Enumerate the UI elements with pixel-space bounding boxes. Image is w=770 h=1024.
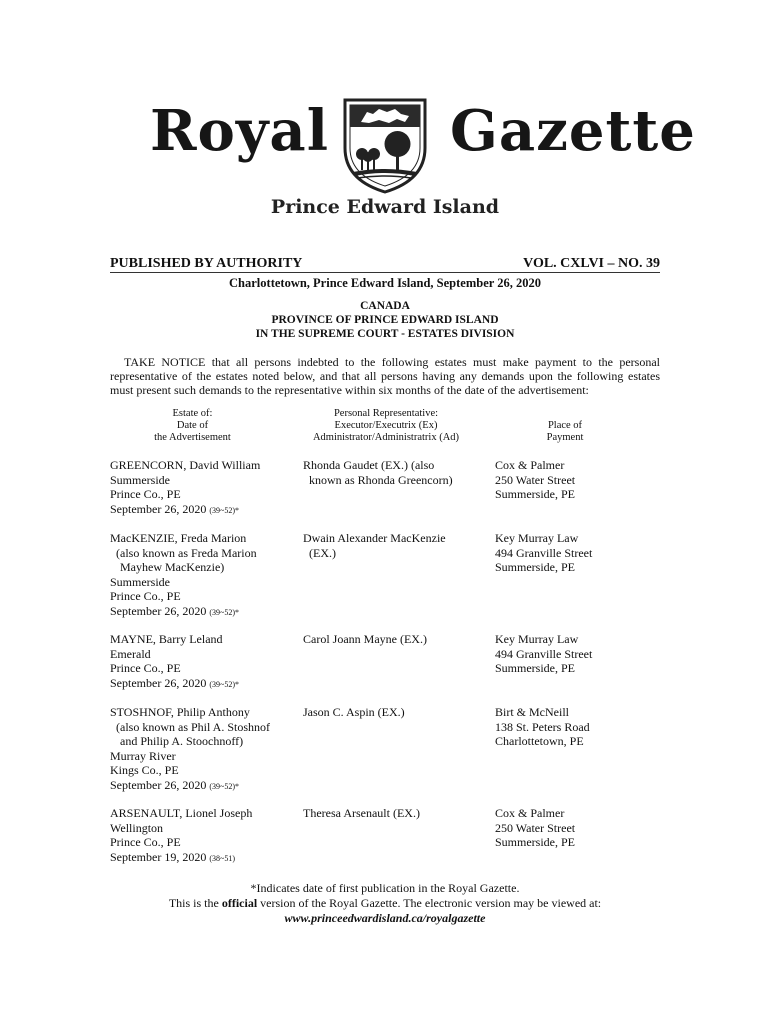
payment-line: Summerside, PE: [495, 560, 575, 574]
column-header-line: Administrator/Administratrix (Ad): [312, 432, 460, 443]
representative-line: Dwain Alexander MacKenzie: [303, 531, 446, 545]
issue-reference: (39~52)*: [209, 781, 239, 791]
place-of-payment: [495, 531, 660, 575]
publication-bar: [110, 256, 660, 273]
estate-line: Mayhew MacKenzie): [120, 560, 225, 574]
advertisement-date: September 19, 2020: [110, 849, 207, 864]
place-of-payment: [495, 632, 660, 676]
estate-name: GREENCORN, David William: [110, 458, 261, 472]
payment-line: 250 Water Street: [495, 472, 576, 487]
estate-line: and Philip A. Stoochnoff): [120, 734, 244, 748]
column-header-line: Personal Representative:: [333, 408, 439, 419]
payment-line: Summerside, PE: [495, 661, 575, 675]
place-of-payment: [495, 705, 660, 749]
payment-line: Summerside, PE: [495, 487, 575, 501]
footer: [110, 881, 660, 926]
estate-details: [110, 632, 295, 692]
estate-name: MacKENZIE, Freda Marion: [110, 531, 247, 545]
estate-details: [110, 806, 295, 866]
court-heading: [110, 299, 660, 341]
representative-line: Carol Joann Mayne (EX.): [303, 632, 427, 646]
payment-line: 494 Granville Street: [495, 545, 593, 560]
column-header-line: Place of: [547, 420, 583, 431]
payment-line: Key Murray Law: [495, 531, 579, 545]
representative-line: Jason C. Aspin (EX.): [303, 705, 405, 719]
column-header-line: Payment: [546, 432, 584, 443]
estate-line: Prince Co., PE: [110, 835, 181, 849]
column-header-line: Date of: [176, 420, 209, 431]
payment-line: 250 Water Street: [495, 820, 576, 835]
estate-line: Summerside: [110, 472, 170, 487]
place-of-payment: [495, 458, 660, 502]
representative-line: known as Rhonda Greencorn): [309, 472, 453, 487]
masthead: [0, 96, 770, 196]
masthead-subtitle: Prince Edward Island: [270, 196, 500, 218]
issue-reference: (39~52)*: [209, 607, 239, 617]
estate-line: Wellington: [110, 820, 164, 835]
column-header-representative: [296, 408, 476, 444]
issue-reference: (38~51): [209, 853, 235, 863]
estate-name: MAYNE, Barry Leland: [110, 632, 223, 646]
masthead-royal: Royal: [150, 98, 329, 164]
court-country: CANADA: [360, 300, 410, 312]
pei-coat-of-arms-icon: [339, 96, 431, 194]
estate-line: Prince Co., PE: [110, 487, 181, 501]
column-header-payment: [490, 420, 640, 444]
estate-line: (also known as Freda Marion: [116, 545, 257, 560]
gazette-url-link[interactable]: www.princeedwardisland.ca/royalgazette: [284, 911, 486, 925]
payment-line: 494 Granville Street: [495, 646, 593, 661]
advertisement-date: September 26, 2020: [110, 777, 207, 792]
estate-line: (also known as Phil A. Stoshnof: [116, 719, 271, 734]
official-note-text: This is the: [168, 896, 222, 910]
column-header-line: Executor/Executrix (Ex): [334, 420, 438, 431]
estate-details: [110, 458, 295, 518]
estate-line: Emerald: [110, 646, 151, 661]
personal-representative: [303, 705, 493, 720]
payment-line: 138 St. Peters Road: [495, 719, 590, 734]
estate-line: Kings Co., PE: [110, 763, 179, 777]
place-of-payment: [495, 806, 660, 850]
representative-line: Rhonda Gaudet (EX.) (also: [303, 458, 435, 472]
estate-details: [110, 531, 295, 620]
estate-line: Summerside: [110, 574, 170, 589]
official-note-text: version of the Royal Gazette. The electronic version may be viewed at:: [257, 896, 602, 910]
column-header-line: the Advertisement: [154, 432, 231, 443]
payment-line: Birt & McNeill: [495, 705, 569, 719]
personal-representative: [303, 806, 493, 821]
masthead-gazette: Gazette: [450, 98, 696, 164]
payment-line: Summerside, PE: [495, 835, 575, 849]
estate-details: [110, 705, 295, 794]
asterisk-note: *Indicates date of first publication in the Royal Gazette.: [250, 881, 520, 895]
column-header-estate: [110, 408, 275, 444]
notice-paragraph: TAKE NOTICE that all persons indebted to the following estates must make payment to the personal representative of the estates noted below, and that all persons having any demands upon the following estates must present such demands to the representative within six months of the date of the advertisement:: [110, 355, 660, 397]
volume-number: VOL. CXLVI – NO. 39: [523, 256, 660, 271]
estate-line: Prince Co., PE: [110, 589, 181, 603]
official-emphasis: official: [221, 896, 258, 910]
advertisement-date: September 26, 2020: [110, 675, 207, 690]
court-province: PROVINCE OF PRINCE EDWARD ISLAND: [271, 314, 499, 326]
payment-line: Key Murray Law: [495, 632, 579, 646]
issue-reference: (39~52)*: [209, 679, 239, 689]
estate-name: STOSHNOF, Philip Anthony: [110, 705, 250, 719]
published-by-authority: PUBLISHED BY AUTHORITY: [110, 256, 303, 271]
personal-representative: [303, 632, 493, 647]
estate-line: Murray River: [110, 748, 176, 763]
personal-representative: [303, 458, 493, 487]
court-division: IN THE SUPREME COURT - ESTATES DIVISION: [255, 328, 515, 340]
advertisement-date: September 26, 2020: [110, 501, 207, 516]
estate-line: Prince Co., PE: [110, 661, 181, 675]
personal-representative: [303, 531, 493, 560]
issue-reference: (39~52)*: [209, 505, 239, 515]
representative-line: (EX.): [309, 545, 336, 560]
payment-line: Cox & Palmer: [495, 458, 565, 472]
payment-line: Cox & Palmer: [495, 806, 565, 820]
estate-name: ARSENAULT, Lionel Joseph: [110, 806, 253, 820]
payment-line: Charlottetown, PE: [495, 734, 584, 748]
column-header-line: Estate of:: [172, 408, 213, 419]
dateline: Charlottetown, Prince Edward Island, September 26, 2020: [229, 276, 541, 290]
advertisement-date: September 26, 2020: [110, 603, 207, 618]
official-version-note: [110, 896, 660, 911]
representative-line: Theresa Arsenault (EX.): [303, 806, 420, 820]
